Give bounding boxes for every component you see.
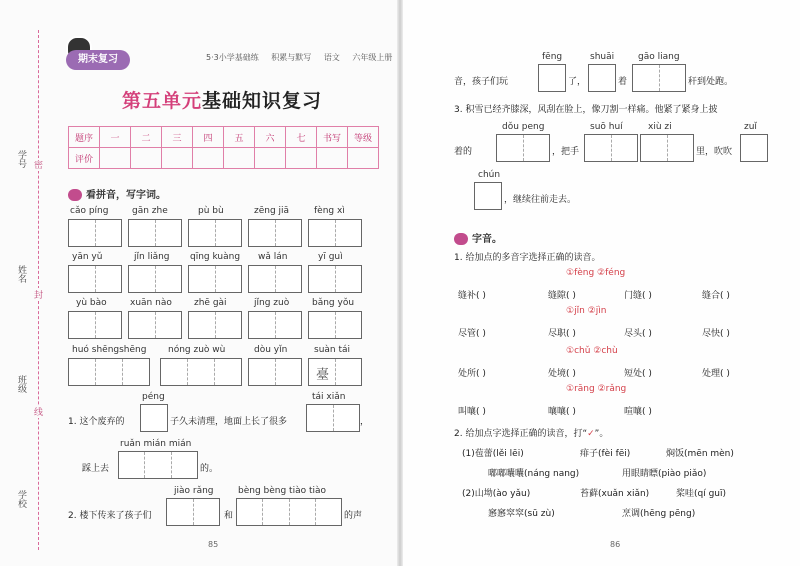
writing-grid[interactable] [140, 404, 168, 432]
pinyin: yī guì [318, 252, 343, 262]
pinyin: gāo liang [638, 52, 680, 62]
writing-grid[interactable] [538, 64, 566, 92]
writing-grid[interactable] [236, 498, 342, 526]
sentence-text: 秆到处跑。 [688, 77, 734, 87]
pinyin: zēng jiā [254, 206, 290, 216]
pinyin: xiù zi [648, 122, 672, 132]
answer-item[interactable]: (2)山坳(ào yǎu) [462, 489, 531, 499]
pinyin: suō huí [590, 122, 623, 132]
answer-item[interactable]: 尽管( ) [458, 329, 486, 339]
pinyin: qīng kuàng [190, 252, 241, 262]
grade-cell: 六 [255, 127, 286, 148]
writing-grid[interactable] [248, 358, 302, 386]
grade-cell: 书写 [317, 127, 348, 148]
eval-cell[interactable] [317, 148, 348, 169]
writing-grid[interactable] [248, 265, 302, 293]
writing-grid[interactable] [68, 358, 150, 386]
writing-grid[interactable] [128, 311, 182, 339]
page-title [122, 86, 322, 113]
class-label: 班级 [16, 375, 26, 393]
book-name: 积累与默写 [271, 53, 312, 62]
page-number-right: 86 [610, 540, 621, 549]
pinyin: nóng zuò wù [168, 345, 226, 355]
series-name: 5·3小学基础练 [206, 53, 259, 62]
answer-item[interactable]: 苔藓(xuǎn xiǎn) [580, 489, 650, 499]
pinyin: tái xiǎn [312, 392, 346, 402]
pinyin: yù bào [76, 298, 107, 308]
answer-item[interactable]: 痱子(fèi fēi) [580, 449, 631, 459]
pinyin: dòu yǐn [254, 345, 288, 355]
writing-grid[interactable] [306, 404, 360, 432]
grade-cell: 等级 [348, 127, 379, 148]
section-1-title: 看拼音，写字词。 [68, 186, 166, 201]
answer-item[interactable]: 喧嚷( ) [624, 407, 652, 417]
answer-item[interactable]: 处所( ) [458, 369, 486, 379]
sentence-text: 的声 [344, 511, 363, 521]
sentence-text: 的。 [200, 464, 219, 474]
eval-cell[interactable] [100, 148, 131, 169]
pinyin: bǎng yǒu [312, 298, 355, 308]
answer-item[interactable]: 焖饭(mēn mèn) [666, 449, 734, 459]
sentence-text: 音，孩子们玩 [454, 77, 509, 87]
answer-item[interactable]: 处境( ) [548, 369, 576, 379]
writing-grid[interactable] [496, 134, 550, 162]
pinyin: yān yǔ [72, 252, 103, 262]
grade-cell: 题序 [69, 127, 100, 148]
pinyin: jǐng zuò [254, 298, 290, 308]
writing-grid[interactable] [118, 451, 198, 479]
writing-grid[interactable] [160, 358, 242, 386]
answer-item[interactable]: 尽头( ) [624, 329, 652, 339]
sentence-text: 和 [224, 511, 234, 521]
sentence-text: 着的 [454, 147, 473, 157]
pinyin: zuǐ [744, 122, 757, 132]
eval-cell[interactable] [348, 148, 379, 169]
writing-grid[interactable] [474, 182, 502, 210]
writing-grid[interactable] [128, 265, 182, 293]
eval-cell[interactable] [131, 148, 162, 169]
pinyin: gān zhe [132, 206, 168, 216]
writing-grid[interactable] [166, 498, 220, 526]
writing-grid[interactable] [584, 134, 638, 162]
seal-mark-3: 线 [34, 405, 43, 418]
answer-item[interactable]: 尽职( ) [548, 329, 576, 339]
student-id-label: 学号 [16, 150, 26, 168]
sentence-text: ， [360, 417, 370, 427]
writing-grid[interactable] [308, 219, 362, 247]
sentence-text: 里，吹吹 [696, 147, 733, 157]
pronunciation-options: ①rāng ②rǎng [566, 384, 627, 394]
pinyin: ruǎn mián mián [120, 439, 192, 449]
school-label: 学校 [16, 490, 26, 508]
name-label: 姓名 [16, 265, 26, 283]
writing-grid[interactable] [308, 265, 362, 293]
answer-item[interactable]: 窸窸窣窣(sū zù) [488, 509, 555, 519]
eval-cell[interactable] [255, 148, 286, 169]
writing-grid[interactable] [128, 219, 182, 247]
grade-cell: 四 [193, 127, 224, 148]
pinyin: pù bù [198, 206, 224, 216]
sentence-text: ，继续往前走去。 [504, 195, 577, 205]
grade-table-eval-row [69, 148, 379, 169]
question-text: 2. 给加点字选择正确的读音，打“✓”。 [454, 429, 609, 439]
pinyin: suàn tái [314, 345, 351, 355]
writing-grid[interactable] [588, 64, 616, 92]
page-number-left: 85 [208, 540, 219, 549]
pinyin: péng [142, 392, 165, 402]
grade-cell: 七 [286, 127, 317, 148]
pinyin: dǒu peng [502, 122, 545, 132]
eval-cell[interactable] [286, 148, 317, 169]
writing-grid[interactable] [68, 219, 122, 247]
eval-cell[interactable] [193, 148, 224, 169]
writing-grid[interactable] [68, 311, 122, 339]
answer-item[interactable]: 缝合( ) [702, 291, 730, 301]
sentence-text: 着 [618, 77, 628, 87]
given-character: 臺 [316, 368, 330, 383]
writing-grid[interactable] [188, 265, 242, 293]
writing-grid[interactable] [248, 219, 302, 247]
writing-grid[interactable] [308, 311, 362, 339]
answer-item[interactable]: 叫嚷( ) [458, 407, 486, 417]
pinyin: fèng xì [314, 206, 345, 216]
grade-cell: 五 [224, 127, 255, 148]
grade-cell: 一 [100, 127, 131, 148]
pinyin: chún [478, 170, 501, 180]
grade-table-header [69, 127, 379, 148]
sentence-text: ，把手 [552, 147, 580, 157]
writing-grid[interactable] [188, 219, 242, 247]
writing-grid[interactable] [632, 64, 686, 92]
pronunciation-options: ①jǐn ②jìn [566, 306, 607, 316]
grade-table [68, 126, 379, 169]
sentence-text: 1. 这个废弃的 [68, 417, 125, 427]
sentence-text: 踩上去 [82, 464, 110, 474]
eval-label: 评价 [69, 148, 100, 169]
check-icon: ✓ [587, 429, 595, 439]
answer-item[interactable]: 缝补( ) [458, 291, 486, 301]
sentence-text: 3. 积雪已经齐膝深，风刮在脸上，像刀割一样痛。他紧了紧身上披 [454, 105, 718, 115]
writing-grid[interactable] [248, 311, 302, 339]
sentence-text: 子久未清理，地面上长了很多 [170, 417, 288, 427]
answer-item[interactable]: 处理( ) [702, 369, 730, 379]
pinyin: bèng bèng tiào tiào [238, 486, 327, 496]
pinyin: jiào rǎng [174, 486, 214, 496]
answer-item[interactable]: 用眼睛瞟(piào piǎo) [622, 469, 707, 479]
answer-item[interactable]: (1)苞蕾(lěi lēi) [462, 449, 524, 459]
eval-cell[interactable] [162, 148, 193, 169]
pinyin: fēng [542, 52, 563, 62]
answer-item[interactable]: 桨哇(qí guī) [676, 489, 727, 499]
writing-grid[interactable] [188, 311, 242, 339]
grade-cell: 三 [162, 127, 193, 148]
writing-grid[interactable] [640, 134, 694, 162]
answer-item[interactable]: 缝隙( ) [548, 291, 576, 301]
answer-item[interactable]: 嘟嘟囔囔(náng nang) [488, 469, 580, 479]
pinyin: huó shēngshēng [72, 345, 147, 355]
seal-mark-2: 封 [34, 288, 43, 301]
grade-name: 六年级上册 [352, 53, 393, 62]
writing-grid[interactable] [68, 265, 122, 293]
pinyin: cǎo píng [70, 206, 109, 216]
section-number-icon [68, 189, 82, 201]
answer-item[interactable]: 尽快( ) [702, 329, 730, 339]
book-fold [397, 0, 403, 566]
review-badge: 期末复习 [66, 50, 130, 70]
section-number-icon [454, 233, 468, 245]
pinyin: shuāi [590, 52, 615, 62]
question-text: 1. 给加点的多音字选择正确的读音。 [454, 253, 601, 263]
writing-grid[interactable] [740, 134, 768, 162]
pinyin: zhē gài [194, 298, 227, 308]
pinyin: jǐn liǎng [134, 252, 170, 262]
header-info [206, 52, 402, 63]
eval-cell[interactable] [224, 148, 255, 169]
seal-mark-1: 密 [34, 158, 43, 171]
answer-item[interactable]: 门缝( ) [624, 291, 652, 301]
pronunciation-options: ①chǔ ②chù [566, 346, 618, 356]
grade-cell: 二 [131, 127, 162, 148]
answer-item[interactable]: 嚷嚷( ) [548, 407, 576, 417]
subject-name: 语文 [323, 53, 340, 62]
pinyin: wǎ lán [258, 252, 288, 262]
title-main: 基础知识复习 [202, 90, 323, 112]
pronunciation-options: ①fèng ②féng [566, 268, 626, 278]
title-unit: 第五单元 [122, 90, 203, 112]
pinyin: xuān nào [130, 298, 172, 308]
sentence-text: 了， [568, 77, 587, 87]
section-2-title: 字音。 [454, 230, 502, 245]
sentence-text: 2. 楼下传来了孩子们 [68, 511, 152, 521]
answer-item[interactable]: 短处( ) [624, 369, 652, 379]
answer-item[interactable]: 烹调(hēng pēng) [622, 509, 696, 519]
